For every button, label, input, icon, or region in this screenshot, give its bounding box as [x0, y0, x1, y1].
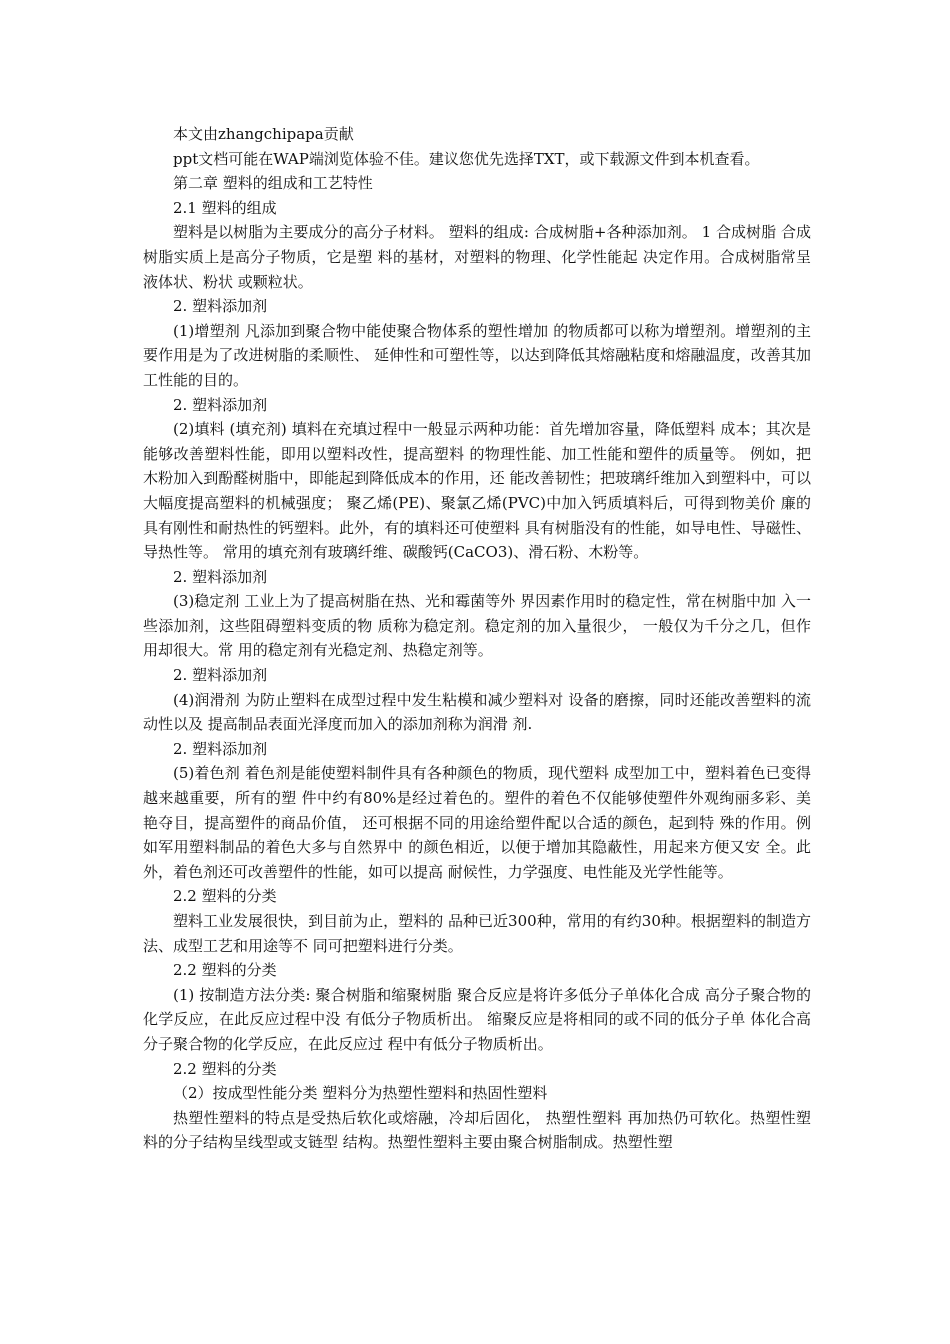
- section-heading: 2. 塑料添加剂: [173, 739, 268, 758]
- section-heading: 2. 塑料添加剂: [173, 666, 268, 685]
- body-paragraph: 塑料是以树脂为主要成分的高分子材料。 塑料的组成: 合成树脂+各种添加剂。 1 合成树脂 合成树脂实质上是高分子物质，它是塑 料的基材，对塑料的物理、化学性能起 决定作用。合成树脂常呈液体状、粉状 或颗粒状。: [143, 223, 811, 291]
- section-heading: 2.1 塑料的组成: [173, 198, 277, 217]
- body-paragraph: 塑料工业发展很快，到目前为止，塑料的 品种已近300种，常用的有约30种。根据塑料的制造方法、成型工艺和用途等不 同可把塑料进行分类。: [143, 912, 811, 955]
- chapter-title: 第二章 塑料的组成和工艺特性: [173, 174, 373, 193]
- section-heading: 2.2 塑料的分类: [173, 887, 277, 906]
- body-paragraph: 热塑性塑料的特点是受热后软化或熔融，冷却后固化， 热塑性塑料 再加热仍可软化。热塑性塑料的分子结构呈线型或支链型 结构。热塑性塑料主要由聚合树脂制成。热塑性塑: [143, 1108, 811, 1152]
- body-paragraph: (3)稳定剂 工业上为了提高树脂在热、光和霉菌等外 界因素作用时的稳定性，常在树脂中加 入一些添加剂，这些阻碍塑料变质的物 质称为稳定剂。稳定剂的加入量很少， 一般仅为千分之几，但作用却很大。常 用的稳定剂有光稳定剂、热稳定剂等。: [143, 592, 811, 660]
- body-paragraph: (4)润滑剂 为防止塑料在成型过程中发生粘模和减少塑料对 设备的磨擦，同时还能改善塑料的流动性以及 提高制品表面光泽度而加入的添加剂称为润滑 剂.: [143, 690, 811, 734]
- section-heading: 2. 塑料添加剂: [173, 297, 268, 316]
- body-paragraph: (1) 按制造方法分类: 聚合树脂和缩聚树脂 聚合反应是将许多低分子单体化合成 高分子聚合物的化学反应，在此反应过程中没 有低分子物质析出。 缩聚反应是将相同的或不同的低分子单 体化合高分子聚合物的化学反应，在此反应过 程中有低分子物质析出。: [143, 985, 811, 1053]
- notice-line: ppt文档可能在WAP端浏览体验不佳。建议您优先选择TXT，或下载源文件到本机查看。: [173, 149, 760, 168]
- section-heading: 2.2 塑料的分类: [173, 1059, 277, 1078]
- section-heading: 2. 塑料添加剂: [173, 567, 268, 586]
- body-paragraph: (2)填料 (填充剂) 填料在充填过程中一般显示两种功能：首先增加容量，降低塑料 成本；其次是能够改善塑料性能，即用以塑料改性，提高塑料 的物理性能、加工性能和塑件的质量等。 例如，把木粉加入到酚醛树脂中，即能起到降低成本的作用，还 能改善韧性；把玻璃纤维加入到塑料中，可以大幅度提高塑料的机械强度； 聚乙烯(PE)、聚氯乙烯(PVC)中加入钙质填料后，可得到物美价 廉的具有刚性和耐热性的钙塑料。此外，有的填料还可使塑料 具有树脂没有的性能，如导电性、导磁性、导热性等。 常用的填充剂有玻璃纤维、碳酸钙(CaCO3)、滑石粉、木粉等。: [143, 420, 811, 562]
- section-heading: 2.2 塑料的分类: [173, 961, 277, 980]
- body-paragraph: （2）按成型性能分类 塑料分为热塑性塑料和热固性塑料: [173, 1084, 548, 1103]
- document-page: [143, 122, 811, 1155]
- section-heading: 2. 塑料添加剂: [173, 395, 268, 414]
- body-paragraph: (5)着色剂 着色剂是能使塑料制件具有各种颜色的物质，现代塑料 成型加工中，塑料着色已变得越来越重要，所有的塑 件中约有80%是经过着色的。塑件的着色不仅能够使塑件外观绚丽多彩、美艳夺目，提高塑件的商品价值， 还可根据不同的用途给塑件配以合适的颜色，起到特 殊的作用。例如军用塑料制品的着色大多与自然界中 的颜色相近，以便于增加其隐蔽性，用起来方便又安 全。此外，着色剂还可改善塑件的性能，如可以提高 耐候性，力学强度、电性能及光学性能等。: [143, 764, 811, 881]
- body-paragraph: (1)增塑剂 凡添加到聚合物中能使聚合物体系的塑性增加 的物质都可以称为增塑剂。增塑剂的主要作用是为了改进树脂的柔顺性、 延伸性和可塑性等，以达到降低其熔融粘度和熔融温度，改善其加工性能的目的。: [143, 321, 811, 389]
- contributor-line: 本文由zhangchipapa贡献: [173, 125, 354, 143]
